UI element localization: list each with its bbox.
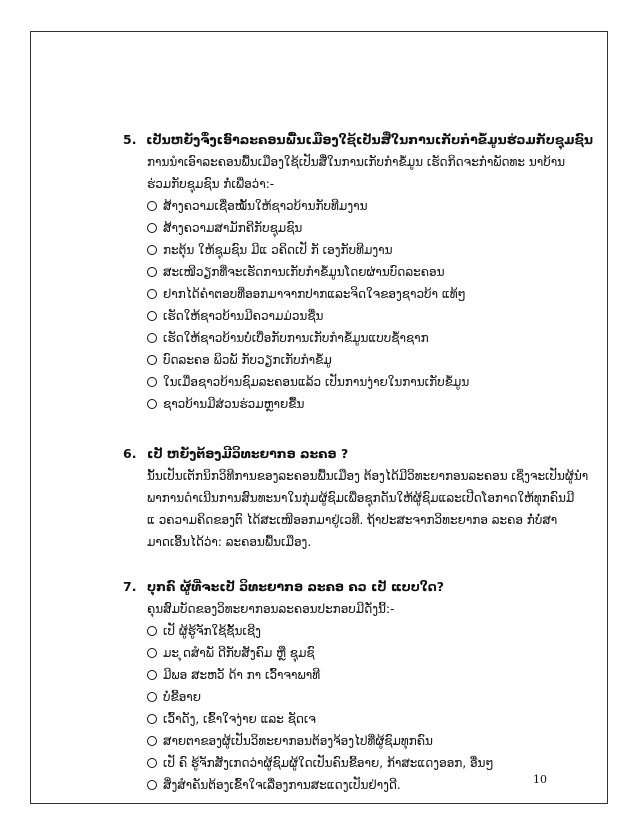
list-item [147,349,593,371]
circle-bullet-icon [147,223,157,233]
list-item [147,371,593,393]
list-item [147,620,593,642]
section-6 [123,443,593,553]
list-item-text: ສະເໜີວຽກທີ່ຈະເຮັດການເກັບກຳຂໍ້ມູນໂດຍຜ່ານບົດລະຄອນ [163,265,445,279]
circle-bullet-icon [147,670,157,680]
section-title: ເປັນຫຍັງຈຶ່ງເອົາລະຄອນພື້ນເມືອງໃຊ້ເປັນສື່ໃນການເກັບກຳຂໍ້ມູນຮ່ວມກັບຊຸມຊົນ [146,132,593,147]
paragraph-line: ຄຸນສົມບັດຂອງວິທະຍາກອນລະຄອນປະກອບມີດັ່ງນີ້:- [147,602,395,616]
list-item-text: ມະ ຸດສຳພັ ດີກັບສັງຄົມ ຫຼື ຊຸມຊົ [163,646,315,660]
paragraph-line: ການນຳເອົາລະຄອນພື້ນເມືອງໃຊ້ເປັນສື່ໃນການເກັບກຳຂໍ້ມູນ ເຮັດກິດຈະກຳພັດທະ ນາບ້ານ [147,155,566,169]
paragraph-line: ພາການດຳເນີນການສົນທະນາໃນກຸ່ມຜູ້ຊົມເພື່ອຊຸກດັນໃຫ້ຜູ້ຊົມແລະເປີດໂອກາດໃຫ້ທຸກຄົນມີ [147,491,575,505]
circle-bullet-icon [147,648,157,658]
circle-bullet-icon [147,377,157,387]
list-item [147,217,593,239]
section-heading [123,443,593,465]
paragraph-line: ແ ວຄວາມຄິດຂອງຕົ ໄດ້ສະເໜີອອກມາຢູ່ເວທີ. ຖ້າປະສະຈາກວິທະຍາກອ ລະຄອ ກໍ່ບໍ່ສາ [147,513,558,527]
list-item [147,305,593,327]
list-item-text: ສ້າງຄວາມເຊື່ອໝັ້ນໃຫ້ຊາວບ້ານກັບທີມງານ [163,199,368,213]
section-5 [123,129,593,415]
section-number: 6. [123,446,137,461]
page-number: 10 [533,773,547,786]
list-item-text: ເຮັດໃຫ້ຊາວບ້ານມີຄວາມມ່ວນຊື່ນ [163,309,324,323]
list-item [147,774,593,796]
list-item-text: ຢາກໄດ້ຄຳຕອບທີ່ອອກມາຈາກປາກແລະຈິດໃຈຂອງຊາວບ້າ ແທ້ໆ [163,287,466,301]
circle-bullet-icon [147,355,157,365]
list-item [147,261,593,283]
circle-bullet-icon [147,736,157,746]
section-body [123,598,593,796]
list-item [147,752,593,774]
list-item-text: ເປັ ຜູ້ຮູ້ຈັກໃຊ້ຊັ້ນເຊີງ [163,624,261,638]
list-item-text: ເຮັດໃຫ້ຊາວບ້ານບໍ່ເບື່ອກັບການເກັບກຳຂໍ້ມູນແບບຊໍ້າຊາກ [163,331,429,345]
circle-bullet-icon [147,245,157,255]
list-item [147,664,593,686]
list-item [147,393,593,415]
circle-bullet-icon [147,692,157,702]
list-item-text: ສາຍຕາຂອງຜູ້ເປັນວິທະຍາກອນຕ້ອງຈ້ອງໄປທີ່ຜູ້ຊົມທຸກຄົນ [163,734,433,748]
list-item [147,686,593,708]
circle-bullet-icon [147,399,157,409]
paragraph-line: ນັ້ນເປັນເຕັກນິກວິທີການຂອງລະຄອນພື້ນເມືອງ ຕ້ອງໄດ້ມີວິທະຍາກອນລະຄອນ ເຊິ່ງຈະເປັນຜູ້ນຳ [147,469,589,483]
circle-bullet-icon [147,333,157,343]
list-item-text: ສ້າງຄວາມສາມັກຄີກັບຊຸມຊົນ [163,221,303,235]
list-item [147,195,593,217]
list-item-text: ໃນເມື່ອຊາວບ້ານຊົມລະຄອນແລ້ວ ເປັນການງ່າຍໃນການເກັບຂໍ້ມູນ [163,375,470,389]
section-number: 7. [123,579,137,594]
circle-bullet-icon [147,626,157,636]
list-item-text: ບໍ່ຂີ້ອາຍ [163,690,202,704]
section-heading [123,129,593,151]
section-7 [123,576,593,796]
list-item-text: ມີພອ ສະຫວັ ດ້າ ກາ ເວົ້າຈາພາທີ [163,668,321,682]
paragraph-line: ຮ່ວມກັບຊຸມຊົນ ກໍ່ເພື່ອວ່າ:- [147,177,275,191]
list-item-text: ບົດລະຄອ ພິວພັ ກັບວຽກເກັບກຳຂໍ້ມູ [163,353,332,367]
paragraph-line: ມາດເອີ້ນໄດ້ວ່າ: ລະຄອນພື້ນເມືອງ. [147,535,312,549]
section-title: ເປັ ຫຍັງຕ້ອງມີວິທະຍາກອ ລະຄອ ? [147,446,349,461]
section-title: ບຸກຄົ ຜູ້ທີ່ຈະເປັ ວິທະຍາກອ ລະຄອ ຄວ ເປັ ແບບໃດ? [147,579,444,594]
list-item [147,708,593,730]
circle-bullet-icon [147,311,157,321]
list-item-text: ກະຕຸ້ນ ໃຫ້ຊຸມຊົນ ມີແ ວຄິດເປັ ກັ ເອງກັບທີມງານ [163,243,393,257]
document-content [123,129,593,796]
section-number: 5. [123,132,137,147]
circle-bullet-icon [147,758,157,768]
circle-bullet-icon [147,289,157,299]
circle-bullet-icon [147,267,157,277]
list-item [147,642,593,664]
list-item-text: ເປັ ຄົ ຮູ້ຈັກສັງເກດວ່າຜູ້ຊົມຜູ້ໃດເປັນຄົນຂີ້ອາຍ, ກ້າສະແດງອອກ, ອື່ນໆ [163,756,494,770]
section-heading [123,576,593,598]
list-item [147,239,593,261]
circle-bullet-icon [147,714,157,724]
circle-bullet-icon [147,780,157,790]
section-body [123,465,593,553]
page-frame [30,31,608,804]
list-item [147,327,593,349]
list-item-text: ສິ່ງສຳຄັນຕ້ອງເຂົ້າໃຈເລື່ອງການສະແດງເປັນຢ່າງດີ. [163,778,401,792]
list-item-text: ຊາວບ້ານມີສ່ວນຮ່ວມຫຼາຍຂື້ນ [163,397,305,411]
list-item-text: ເວົ້າດັງ, ເຂົ້າໃຈງ່າຍ ແລະ ຊັດເຈ [163,712,316,726]
list-item [147,730,593,752]
list-item [147,283,593,305]
section-body [123,151,593,415]
circle-bullet-icon [147,201,157,211]
section-spacer [123,553,593,576]
section-spacer [123,415,593,443]
